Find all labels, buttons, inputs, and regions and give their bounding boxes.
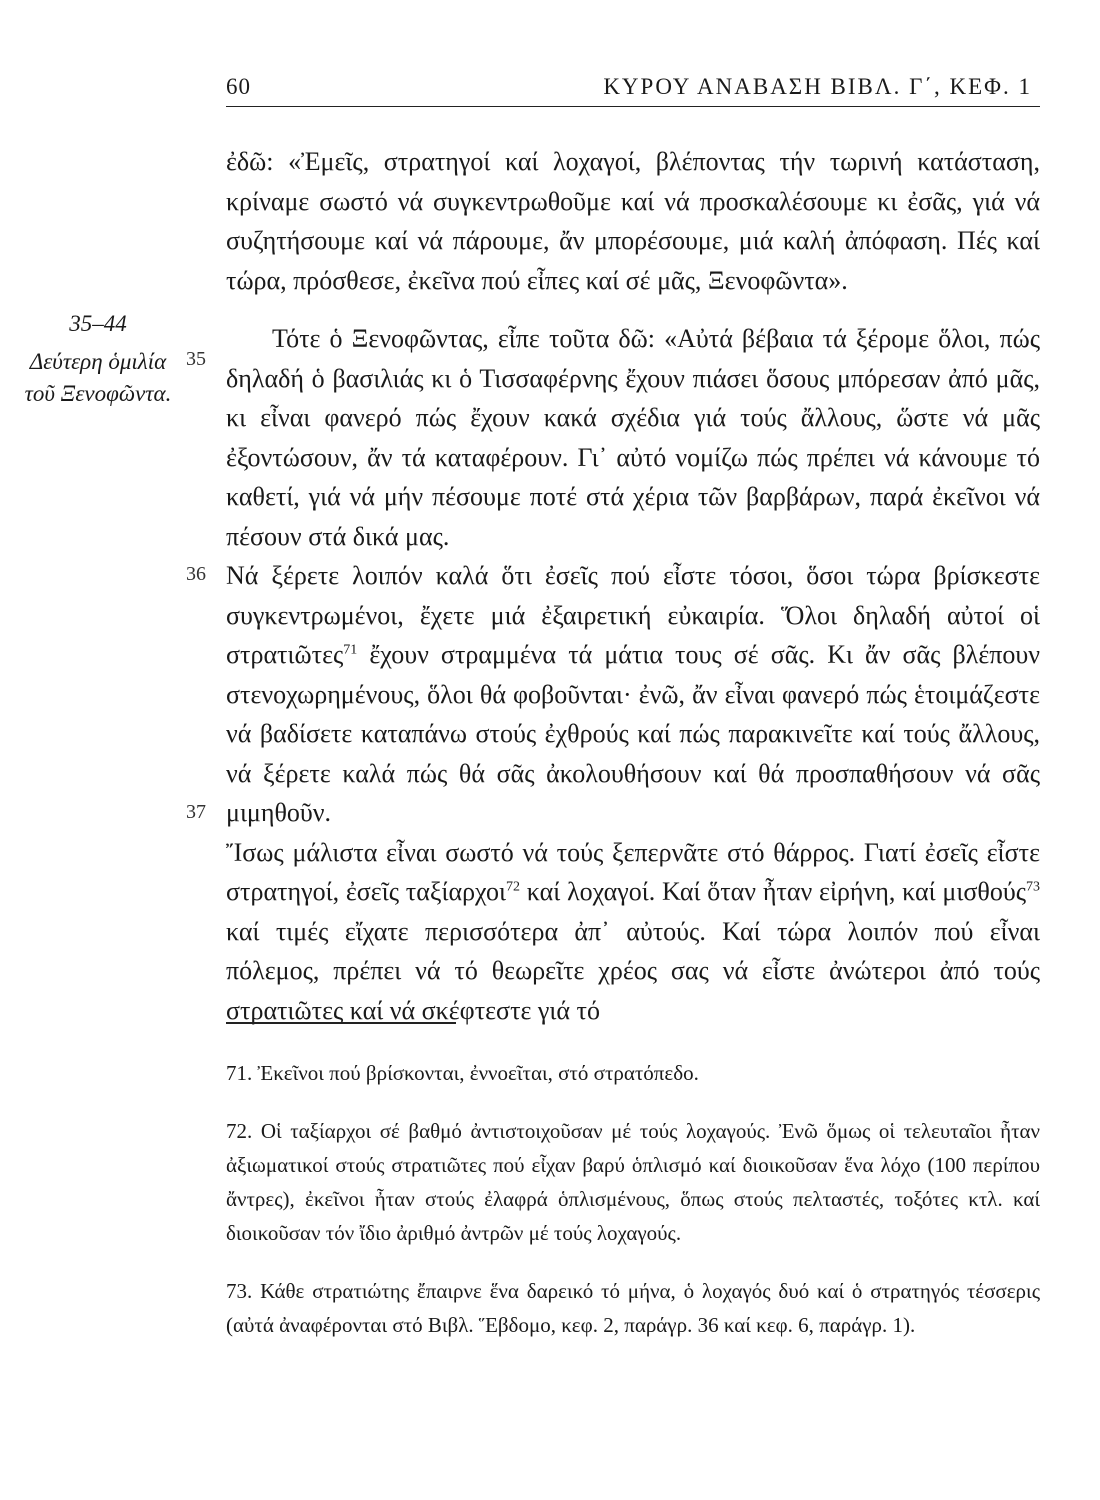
- main-text: [226, 142, 1040, 1030]
- running-title: ΚΥΡΟΥ ΑΝΑΒΑΣΗ ΒΙΒΛ. Γ΄, ΚΕΦ. 1: [603, 74, 1032, 99]
- paragraph-continuation: ἐδῶ: «Ἐμεῖς, στρατηγοί καί λοχαγοί, βλέποντας τήν τωρινή κατάσταση, κρίναμε σωστό νά συγκεντρωθοῦμε καί νά προσκαλέσουμε κι ἐσᾶς, γιά νά συζητήσουμε καί νά πάρουμε, ἄν μπορέσουμε, μιά καλή ἀπόφαση. Πές καί τώρα, πρόσθεσε, ἐκεῖνα πού εἶπες καί σέ μᾶς, Ξενοφῶντα».: [226, 147, 1040, 295]
- section-number-35: 35: [186, 348, 206, 370]
- footnote-text: Κάθε στρατιώτης ἔπαιρνε ἕνα δαρεικό τό μήνα, ὁ λοχαγός δυό καί ὁ στρατηγός τέσσερις (αὐτά ἀναφέρονται στό Βιβλ. Ἕβδομο, κεφ. 2, παράγρ. 36 καί κεφ. 6, παράγρ. 1).: [226, 1279, 1041, 1337]
- paragraph-37: [226, 833, 1040, 1031]
- paragraph-37-text-c: καί τιμές εἴχατε περισσότερα ἀπ᾽ αὐτούς. Καί τώρα λοιπόν πού εἶναι πόλεμος, πρέπει νά τό θεωρεῖτε χρέος σας νά εἶστε ἀνώτεροι ἀπό τούς στρατιῶτες καί νά σκέφτεστε γιά τό: [226, 916, 1040, 1025]
- paragraph-36: [226, 556, 1040, 833]
- footnote-divider: [226, 1022, 456, 1024]
- footnote-ref-71[interactable]: 71: [343, 642, 358, 658]
- section-number-36: 36: [186, 563, 206, 585]
- paragraph-37-text-a: Ἴσως μάλιστα εἶναι σωστό νά τούς ξεπερνᾶτε στό θάρρος. Γιατί ἐσεῖς εἶστε στρατηγοί, ἐσεῖς ταξίαρχοι: [226, 837, 1040, 906]
- footnote-ref-72[interactable]: 72: [506, 879, 521, 895]
- footnote-72: [226, 1114, 1040, 1250]
- footnote-number: 72.: [226, 1119, 253, 1143]
- section-number-37: 37: [186, 801, 206, 823]
- page-number: 60: [226, 74, 251, 99]
- paragraph-36-text-b: ἔχουν στραμμένα τά μάτια τους σέ σᾶς. Κι ἄν σᾶς βλέπουν στενοχωρημένους, ὅλοι θά φοβοῦνται· ἐνῶ, ἄν εἶναι φανερό πώς ἑτοιμάζεστε νά βαδίσετε καταπάνω στούς ἐχθρούς καί πώς παρακινεῖτε καί τούς ἄλλους, νά ξέρετε καλά πώς θά σᾶς ἀκολουθήσουν καί θά προσπαθήσουν νά σᾶς μιμηθοῦν.: [226, 640, 1040, 827]
- footnote-73: [226, 1274, 1040, 1342]
- footnote-text: Ἐκεῖνοι πού βρίσκονται, ἐννοεῖται, στό στρατόπεδο.: [257, 1061, 699, 1085]
- margin-note-range: 35–44: [69, 311, 127, 336]
- page-header: [226, 70, 1040, 107]
- footnote-ref-73[interactable]: 73: [1026, 879, 1041, 895]
- paragraph-35: Τότε ὁ Ξενοφῶντας, εἶπε τοῦτα δῶ: «Αὐτά βέβαια τά ξέρομε ὅλοι, πώς δηλαδή ὁ βασιλιάς κι ὁ Τισσαφέρνης ἔχουν πιάσει ὅσους μπόρεσαν ἀπό μᾶς, κι εἶναι φανερό πώς ἔχουν κακά σχέδια γιά τούς ἄλλους, ὥστε νά μᾶς ἐξοντώσουν, ἄν τά καταφέρουν. Γι᾽ αὐτό νομίζω πώς πρέπει νά κάνουμε τό καθετί, γιά νά μήν πέσουμε ποτέ στά χέρια τῶν βαρβάρων, παρά ἐκεῖνοι νά πέσουν στά δικά μας.: [226, 324, 1040, 551]
- margin-note: [18, 308, 178, 410]
- footnote-number: 71.: [226, 1061, 253, 1085]
- footnote-number: 73.: [226, 1279, 253, 1303]
- footnotes: [226, 1056, 1040, 1366]
- footnote-text: Οἱ ταξίαρχοι σέ βαθμό ἀντιστοιχοῦσαν μέ τούς λοχαγούς. Ἐνῶ ὅμως οἱ τελευταῖοι ἦταν ἀξιωματικοί στούς στρατιῶτες πού εἶχαν βαρύ ὁπλισμό καί διοικοῦσαν ἕνα λόχο (100 περίπου ἄντρες), ἐκεῖνοι ἦταν στούς ἐλαφρά ὁπλισμένους, ὅπως στούς πελταστές, τοξότες κτλ. καί διοικοῦσαν τόν ἴδιο ἀριθμό ἀντρῶν μέ τούς λοχαγούς.: [226, 1119, 1040, 1245]
- footnote-71: [226, 1056, 1040, 1090]
- paragraph-37-text-b: καί λοχαγοί. Καί ὅταν ἦταν εἰρήνη, καί μισθούς: [520, 877, 1027, 906]
- margin-note-description: Δεύτερη ὁμιλία τοῦ Ξενοφῶντα.: [24, 349, 172, 406]
- paragraph-36-text-a: Νά ξέρετε λοιπόν καλά ὅτι ἐσεῖς πού εἶστε τόσοι, ὅσοι τώρα βρίσκεστε συγκεντρωμένοι, ἔχετε μιά ἐξαιρετική εὐκαιρία. Ὅλοι δηλαδή αὐτοί οἱ στρατιῶτες: [226, 561, 1040, 669]
